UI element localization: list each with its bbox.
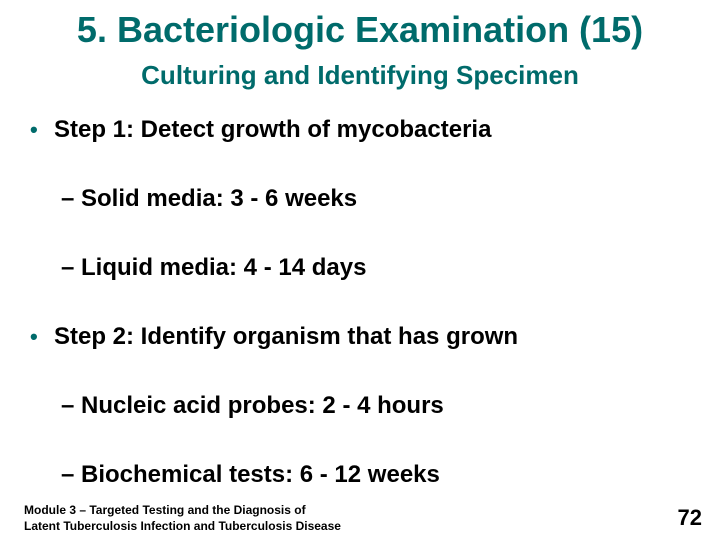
slide-subtitle: Culturing and Identifying Specimen	[141, 60, 579, 90]
bullet-step-1	[30, 115, 491, 145]
sub-bullet-nucleic-acid-probes: – Nucleic acid probes: 2 - 4 hours	[61, 392, 444, 419]
footer-line-2: Latent Tuberculosis Infection and Tuberculosis Disease	[24, 519, 341, 533]
bullet-icon: •	[30, 324, 38, 349]
page-number: 72	[677, 505, 702, 530]
footer-line-1: Module 3 – Targeted Testing and the Diagnosis of	[24, 503, 306, 517]
bullet-step-2	[30, 322, 518, 352]
slide-footer	[24, 502, 341, 534]
slide-title: 5. Bacteriologic Examination (15)	[76, 9, 644, 50]
bullet-label: Step 2: Identify organism that has grown	[54, 323, 519, 350]
sub-bullet-solid-media: – Solid media: 3 - 6 weeks	[61, 185, 358, 212]
bullet-icon: •	[30, 117, 38, 142]
sub-bullet-biochemical-tests: – Biochemical tests: 6 - 12 weeks	[61, 461, 440, 488]
sub-bullet-liquid-media: – Liquid media: 4 - 14 days	[61, 254, 367, 281]
bullet-label: Step 1: Detect growth of mycobacteria	[54, 116, 492, 143]
